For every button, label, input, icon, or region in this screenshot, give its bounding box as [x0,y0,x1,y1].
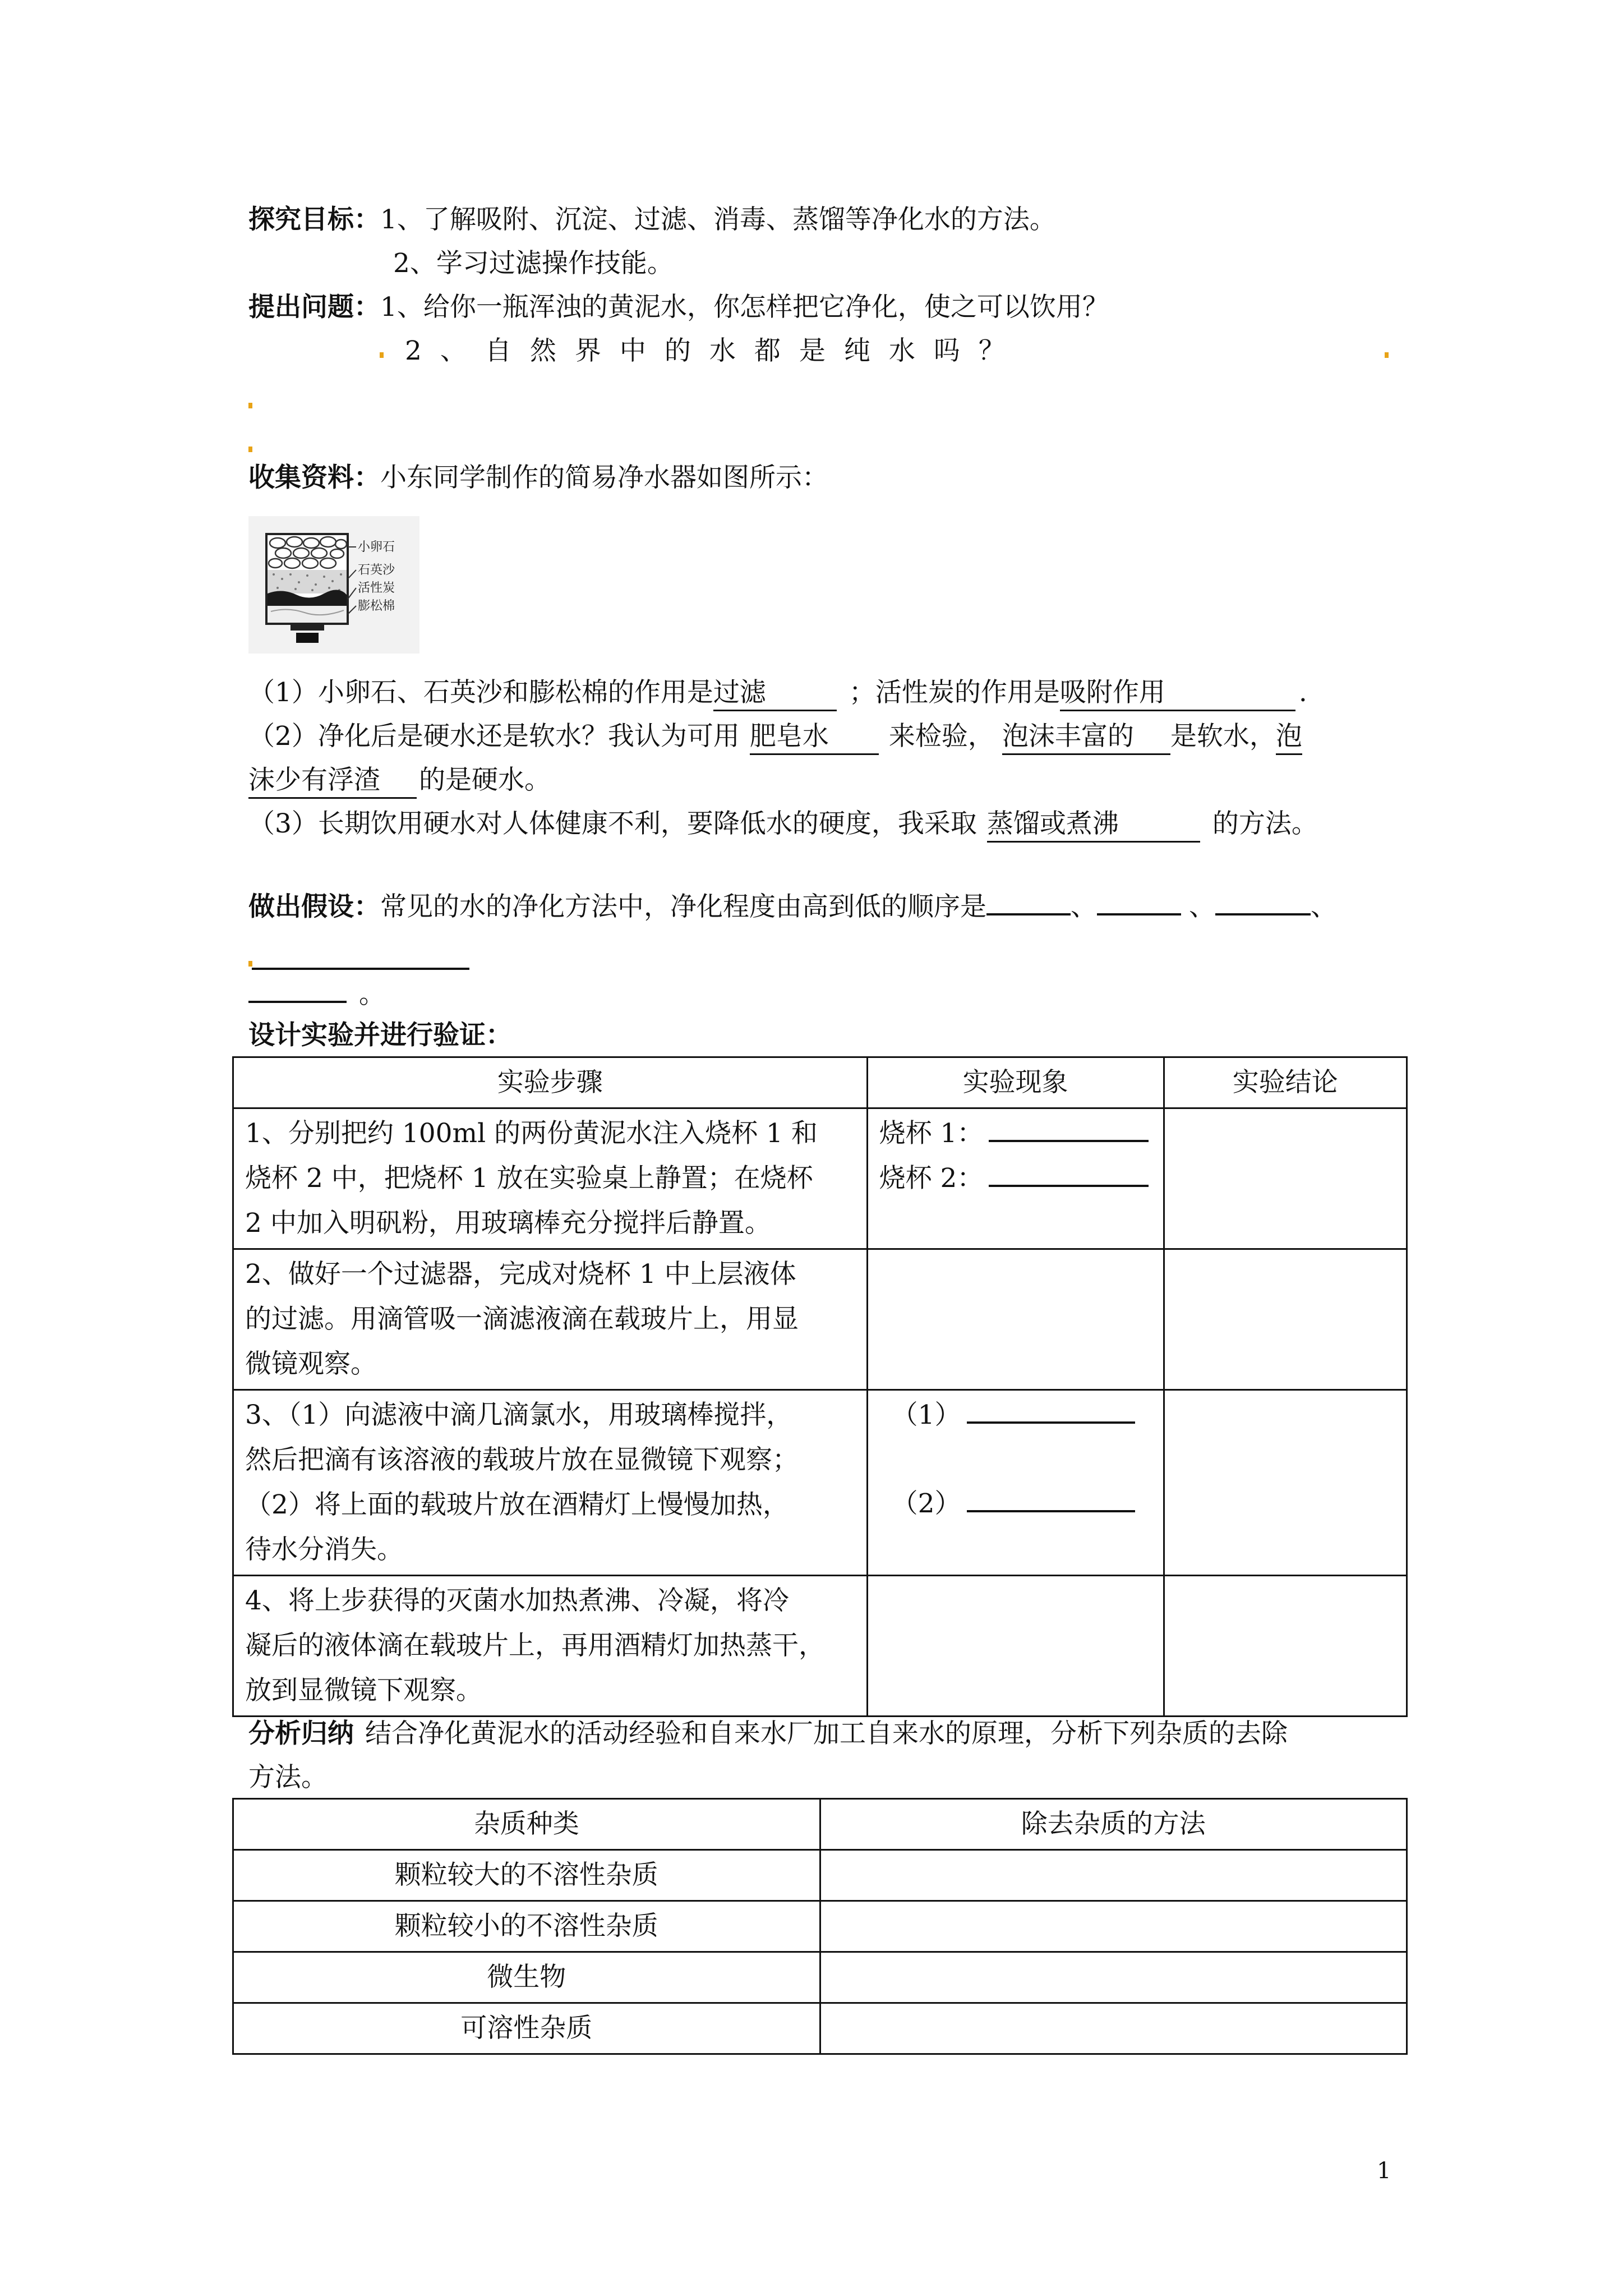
q1-mid: ；活性炭的作用是 [849,677,1060,708]
header-phenomenon: 实验现象 [867,1057,1164,1108]
objective-label: 探究目标： [248,204,380,235]
hypothesis-label: 做出假设： [248,891,380,922]
hypothesis-sep-3: 、 [1311,891,1337,922]
beaker-1-label: 烧杯 1： [879,1118,984,1149]
impurity-row [233,1901,1407,1952]
analysis-text-2: 方法。 [248,1762,328,1793]
hypothesis-line [248,885,1337,930]
conclusion-4-cell[interactable] [1164,1576,1407,1717]
step-3-line: 然后把滴有该溶液的载玻片放在显微镜下观察； [245,1444,799,1475]
q2-mid-1: 来检验， [888,721,994,752]
stray-mark [248,403,252,408]
phenomenon-3-cell [867,1390,1164,1576]
header-removal-method: 除去杂质的方法 [820,1799,1407,1850]
conclusion-1-cell[interactable] [1164,1108,1407,1249]
conclusion-3-cell[interactable] [1164,1390,1407,1576]
step-1-line: 烧杯 2 中，把烧杯 1 放在实验桌上静置；在烧杯 [245,1163,813,1194]
step-4-cell [233,1576,868,1717]
figure-label-pebbles: 小卵石 [358,540,395,554]
beaker-1-observation [879,1111,1152,1156]
figure-label-activated-carbon: 活性炭 [358,581,395,595]
stray-mark [248,961,252,967]
conclusion-2-cell[interactable] [1164,1249,1407,1390]
water-purifier-figure [248,516,419,654]
header-impurity-type: 杂质种类 [233,1799,820,1850]
removal-method-cell[interactable] [820,1850,1407,1901]
header-conclusion: 实验结论 [1164,1057,1407,1108]
observation-3-1 [892,1393,1152,1438]
header-steps: 实验步骤 [233,1057,868,1108]
q3-line [248,802,1318,846]
hypothesis-blank-2[interactable] [1097,885,1181,915]
experiment-table-header [233,1057,1407,1108]
experiment-table [232,1056,1408,1717]
step-4-line: 放到显微镜下观察。 [245,1675,482,1706]
stray-mark [380,352,384,358]
objective-line-1 [248,197,1056,242]
question-line-2 [405,329,1023,374]
impurity-table-header [233,1799,1407,1850]
removal-method-cell[interactable] [820,1901,1407,1952]
q2-answer-1: 肥皂水 [750,720,879,755]
analysis-text: 结合净化黄泥水的活动经验和自来水厂加工自来水的原理，分析下列杂质的去除 [365,1718,1288,1749]
objective-item-2: 2、学习过滤操作技能。 [393,248,674,279]
collect-text: 小东同学制作的简易净水器如图所示： [380,462,828,493]
observation-3-1-label: （1） [891,1400,961,1430]
experiment-row-2 [233,1249,1407,1390]
analysis-label: 分析归纳 [248,1718,354,1749]
objective-line-2 [393,241,674,286]
step-2-line: 2、做好一个过滤器，完成对烧杯 1 中上层液体 [245,1259,796,1290]
hypothesis-blank-3[interactable] [1215,885,1311,915]
impurity-row [233,1850,1407,1901]
experiment-row-4 [233,1576,1407,1717]
q3-answer: 蒸馏或煮沸 [987,807,1200,843]
phenomenon-4-cell[interactable] [867,1576,1164,1717]
q1-end: . [1298,677,1307,708]
q2-line-1 [248,714,1302,759]
impurity-row [233,2003,1407,2054]
impurity-row [233,1952,1407,2003]
page-number: 1 [1377,2158,1391,2184]
q2-answer-3a: 泡 [1276,720,1302,755]
observation-3-2-label: （2） [891,1488,961,1519]
step-3-line: （2）将上面的载玻片放在酒精灯上慢慢加热， [245,1489,789,1520]
beaker-2-observation [879,1156,1152,1201]
q1-line [248,670,1307,715]
hypothesis-end: 。 [359,979,385,1010]
question-label: 提出问题： [248,292,380,323]
step-4-line: 4、将上步获得的灭菌水加热煮沸、冷凝，将冷 [245,1585,789,1616]
step-1-cell [233,1108,868,1249]
water-purifier-diagram [248,516,419,654]
step-3-line: 待水分消失。 [245,1534,403,1565]
impurity-type: 微生物 [233,1952,820,2003]
q1-answer-2: 吸附作用 [1060,676,1295,711]
q2-prefix: （2）净化后是硬水还是软水？我认为可用 [248,721,740,752]
impurity-type: 可溶性杂质 [233,2003,820,2054]
observation-3-2-blank[interactable] [967,1482,1135,1512]
hypothesis-blank-1[interactable] [986,885,1071,915]
step-2-line: 微镜观察。 [245,1349,377,1379]
question-line-1 [248,285,1109,330]
q3-prefix: （3）长期饮用硬水对人体健康不利，要降低水的硬度，我采取 [248,808,977,839]
analysis-line-1 [248,1711,1288,1756]
step-4-line: 凝后的液体滴在载玻片上，再用酒精灯加热蒸干， [245,1630,825,1661]
hypothesis-sep-1: 、 [1071,891,1097,922]
question-item-1: 1、给你一瓶浑浊的黄泥水，你怎样把它净化，使之可以饮用？ [380,292,1109,323]
beaker-1-blank[interactable] [989,1112,1149,1142]
removal-method-cell[interactable] [820,2003,1407,2054]
figure-label-cotton: 膨松棉 [358,599,395,613]
stray-mark [1385,352,1389,358]
step-2-line: 的过滤。用滴管吸一滴滤液滴在载玻片上，用显 [245,1304,799,1335]
impurity-type: 颗粒较大的不溶性杂质 [233,1850,820,1901]
step-3-line: 3、（1）向滤液中滴几滴氯水，用玻璃棒搅拌， [245,1400,793,1430]
impurity-table [232,1798,1408,2055]
phenomenon-2-cell[interactable] [867,1249,1164,1390]
observation-3-2 [892,1481,1152,1526]
step-1-line: 2 中加入明矾粉，用玻璃棒充分搅拌后静置。 [245,1208,771,1239]
q2-mid-2: 是软水， [1170,721,1276,752]
removal-method-cell[interactable] [820,1952,1407,2003]
hypothesis-line-2 [248,972,385,1017]
experiment-row-3 [233,1390,1407,1576]
objective-item-1: 1、了解吸附、沉淀、过滤、消毒、蒸馏等净化水的方法。 [380,204,1056,235]
step-2-cell [233,1249,868,1390]
q2-answer-3b: 沫少有浮渣 [248,763,417,799]
step-3-cell [233,1390,868,1576]
design-label: 设计实验并进行验证： [248,1020,512,1051]
beaker-2-blank[interactable] [989,1157,1149,1187]
q1-prefix: （1）小卵石、石英沙和膨松棉的作用是 [248,677,713,708]
stray-mark [248,447,252,452]
figure-label-quartz-sand: 石英沙 [358,563,395,577]
q1-answer-1: 过滤 [713,676,837,711]
observation-3-1-blank[interactable] [967,1393,1135,1424]
step-1-line: 1、分别把约 100ml 的两份黄泥水注入烧杯 1 和 [245,1118,818,1149]
q2-answer-2: 泡沫丰富的 [1002,720,1170,755]
q2-end: 的是硬水。 [419,765,551,795]
hypothesis-blank-4b[interactable] [248,973,347,1003]
beaker-2-label: 烧杯 2： [879,1163,984,1194]
collect-line [248,455,828,500]
q3-end: 的方法。 [1212,808,1318,839]
hypothesis-blank-4[interactable] [252,968,469,970]
question-item-2: 2、自然界中的水都是纯水吗？ [405,335,1023,366]
q2-line-2 [248,758,551,803]
collect-label: 收集资料： [248,462,380,493]
analysis-line-2 [248,1755,328,1800]
experiment-row-1 [233,1108,1407,1249]
impurity-type: 颗粒较小的不溶性杂质 [233,1901,820,1952]
hypothesis-text: 常见的水的净化方法中，净化程度由高到低的顺序是 [380,891,986,922]
hypothesis-sep-2: 、 [1189,891,1215,922]
phenomenon-1-cell [867,1108,1164,1249]
